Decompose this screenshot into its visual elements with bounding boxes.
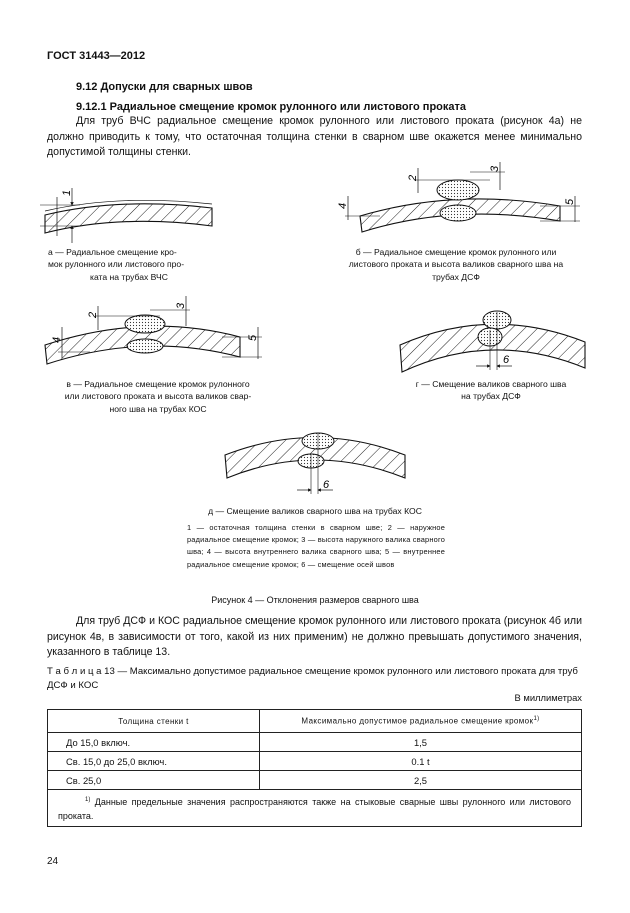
- caption-g: г — Смещение валиков сварного шва на трубах ДСФ: [415, 379, 567, 402]
- caption-v: в — Радиальное смещение кромок рулонного или листового проката и высота валиков свар- ного шва на трубах КОС: [64, 379, 252, 414]
- table-header-row: [48, 710, 582, 733]
- table-row: До 15,0 включ. 1,5: [48, 733, 582, 752]
- callout-6-d: 6: [323, 479, 330, 491]
- callout-1-a: 1: [61, 189, 73, 196]
- callout-2-b: 2: [407, 174, 419, 181]
- callout-6-g: 6: [503, 354, 510, 366]
- table-caption: Т а б л и ц а 13 — Максимально допустимое радиальное смещение кромок рулонного или листового проката для труб ДСФ и КОС: [47, 666, 578, 691]
- figure-title: Рисунок 4 — Отклонения размеров сварного шва: [211, 595, 419, 605]
- callout-2-v: 2: [87, 311, 99, 318]
- drawing-v: [45, 296, 262, 364]
- table-footnote-row: $^{1)}$ Данные предельные значения распространяются также на стыковые сварные швы рулонного или листового проката.: [48, 790, 582, 827]
- paragraph-dsf-kos: Для труб ДСФ и КОС радиальное смещение кромок рулонного или листового проката (рисунок 4б или рисунок 4в, в зависимости от того, какой из них применим) не должно превышать допустимого значения, указанного в таблице 13.: [47, 615, 582, 659]
- table-13: [47, 709, 582, 827]
- callout-5-b: 5: [564, 198, 576, 205]
- paragraph-vchs: Для труб ВЧС радиальное смещение кромок рулонного или листового проката (рисунок 4а) не должно приводить к тому, что остаточная толщина стенки в сварном шве окажется менее минимально допустимой толщины стенки.: [47, 115, 582, 159]
- callout-5-v: 5: [247, 334, 259, 341]
- callout-4-v: 4: [51, 336, 63, 343]
- drawing-b: [337, 162, 580, 232]
- callout-4-b: 4: [337, 202, 349, 209]
- drawing-g: [400, 311, 585, 372]
- drawing-a: [40, 188, 212, 243]
- callout-3-v: 3: [175, 302, 187, 309]
- section-heading: 9.12 Допуски для сварных швов: [76, 81, 253, 93]
- table-row: Св. 25,0 2,5: [48, 771, 582, 790]
- table-row: Св. 15,0 до 25,0 включ. 0.1 t: [48, 752, 582, 771]
- subsection-heading: 9.12.1 Радиальное смещение кромок рулонного или листового проката: [76, 101, 467, 113]
- caption-d: д — Смещение валиков сварного шва на трубах КОС: [208, 506, 422, 516]
- caption-a: а — Радиальное смещение кро- мок рулонного или листового про- ката на трубах ВЧС: [48, 247, 185, 282]
- figure-legend: 1 — остаточная толщина стенки в сварном шве; 2 — наружное радиальное смещение кромок; 3 — высота наружного валика сварного шва; 4 — высота внутреннего валика сварного шва; 5 — внутреннее радиальное смещение кромок; 6 — смещение осей швов: [187, 523, 445, 569]
- callout-3-b: 3: [489, 165, 501, 172]
- table-unit: В миллиметрах: [514, 692, 582, 703]
- col-header-thickness: Толщина стенки t: [48, 710, 260, 733]
- document-header: ГОСТ 31443—2012: [47, 50, 146, 62]
- col-header-max-offset: Максимально допустимое радиальное смещение кромок$^{1)}$: [260, 710, 582, 733]
- drawing-d: [225, 433, 405, 494]
- caption-b: б — Радиальное смещение кромок рулонного или листового проката и высота валиков сварного шва на трубах ДСФ: [348, 247, 564, 282]
- page-number: 24: [47, 856, 59, 867]
